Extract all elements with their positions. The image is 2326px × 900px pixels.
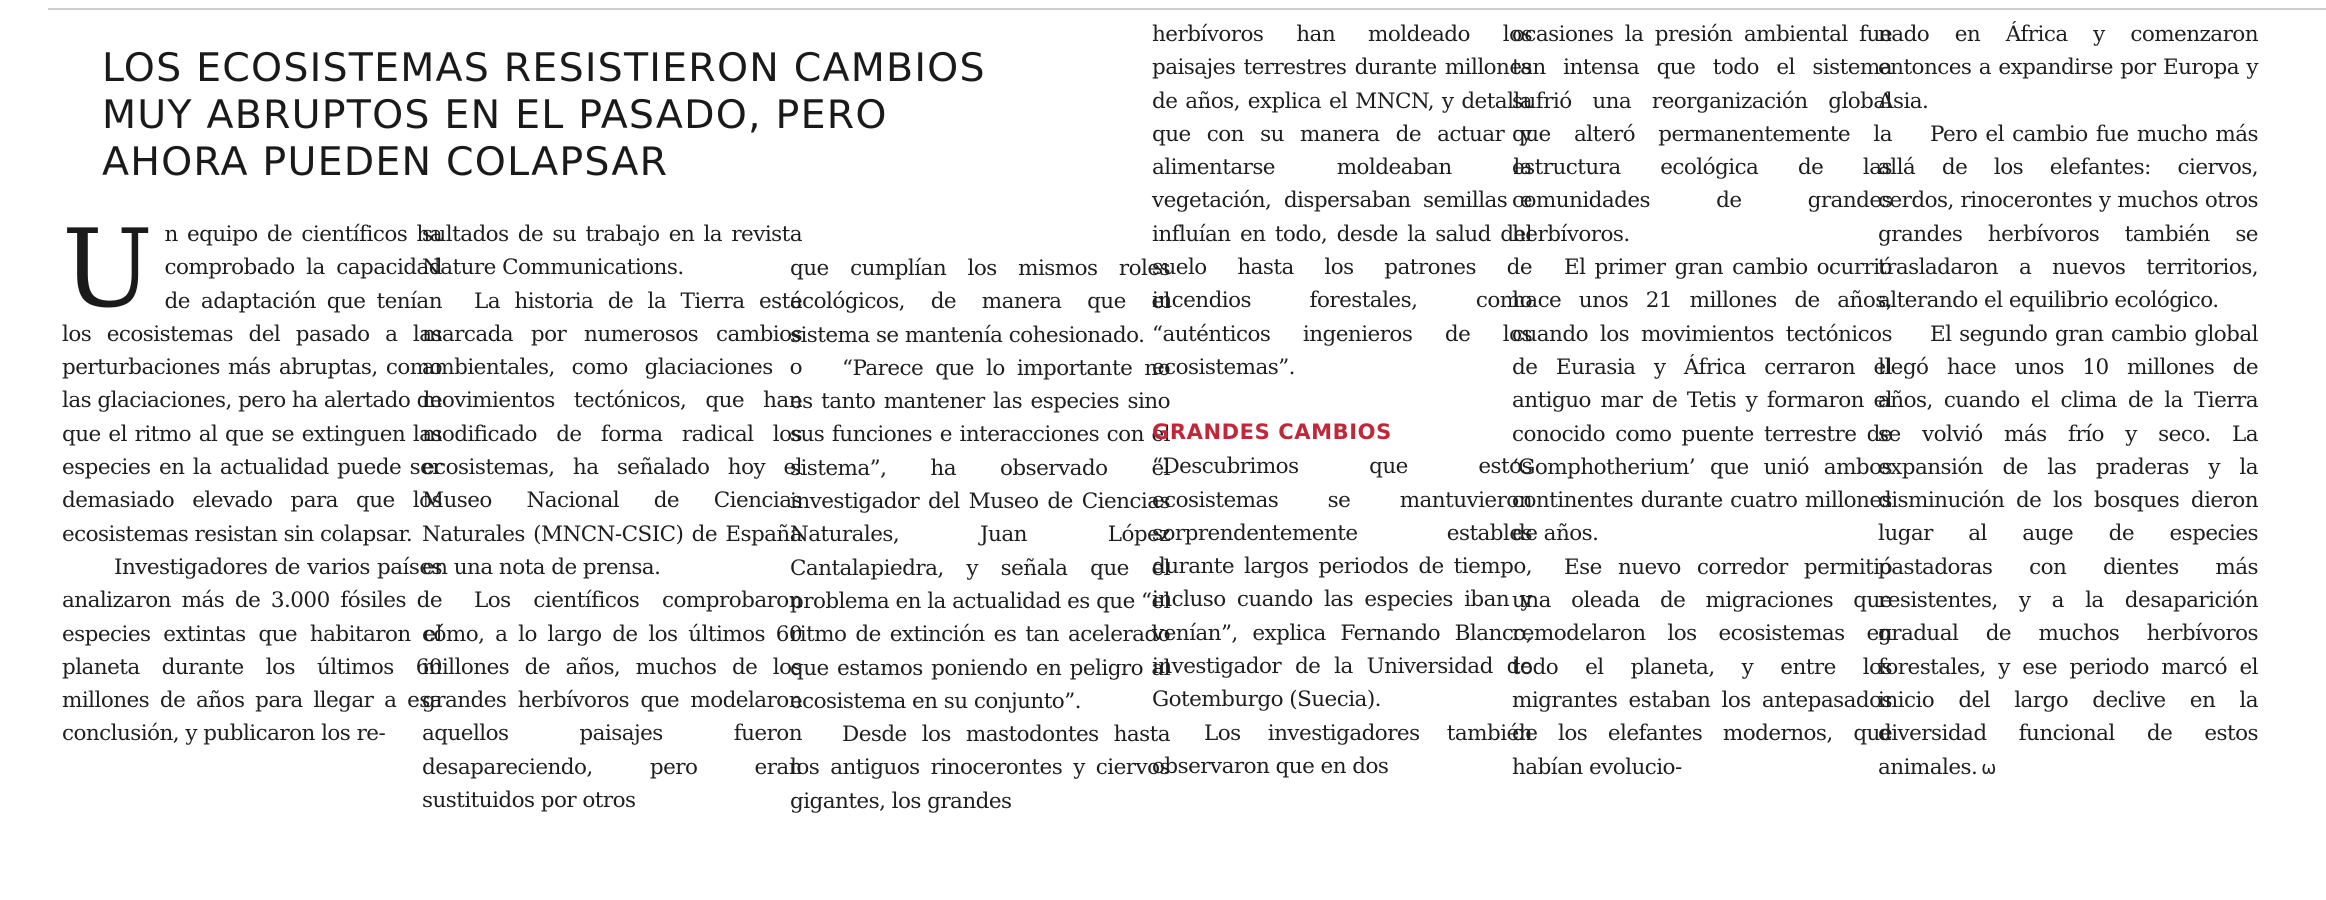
- end-of-article-mark: ω: [1981, 757, 1996, 779]
- article-paragraph: El primer gran cambio ocurrió hace unos 21 millones de años, cuando los movimientos tectónicos de Eurasia y África cerraron el antiguo mar de Tetis y formaron el conocido como puente terrestre de ‘Gomphotherium’ que unió ambos continentes durante cuatro millones de años.: [1512, 255, 1892, 547]
- paragraph-text: El segundo gran cambio global llegó hace unos 10 millones de años, cuando el clima de la Tierra se volvió más frío y seco. La expansión de las praderas y la disminución de los bosques dieron lugar al auge de especies pastadoras con dientes más resistentes, y a la desaparición gradual de muchos herbívoros forestales, y ese periodo marcó el inicio del largo declive en la diversidad funcional de estos animales.: [1878, 321, 2258, 780]
- headline-line: MUY ABRUPTOS EN EL PASADO, PERO: [102, 92, 888, 138]
- article-paragraph: [1878, 318, 2258, 785]
- article-paragraph: ocasiones la presión ambiental fue tan intensa que todo el sistema sufrió una reorganización global que alteró permanentemente la estructura ecológica de las comunidades de grandes herbívoros.: [1512, 22, 1892, 247]
- article-paragraph: La historia de la Tierra está marcada por numerosos cambios ambientales, como glaciaciones o movimientos tectónicos, que han modificado de forma radical los ecosistemas, ha señalado hoy el Museo Nacional de Ciencias Naturales (MNCN-CSIC) de España en una nota de prensa.: [422, 288, 802, 580]
- article-paragraph: nado en África y comenzaron entonces a expandirse por Europa y Asia.: [1878, 22, 2258, 114]
- article-paragraph: Desde los mastodontes hasta los antiguos rinocerontes y ciervos gigantes, los grandes: [790, 722, 1170, 814]
- article-column-6: [1878, 18, 2258, 785]
- article-column-1: [62, 207, 442, 751]
- article-paragraph: Pero el cambio fue mucho más allá de los elefantes: ciervos, cerdos, rinocerontes y muchos otros grandes herbívoros también se trasladaron a nuevos territorios, alterando el equilibrio ecológico.: [1878, 121, 2258, 314]
- article-paragraph: “Descubrimos que estos ecosistemas se mantuvieron sorprendentemente estables durante largos periodos de tiempo, incluso cuando las especies iban y venían”, explica Fernando Blanco, investigador de la Universidad de Gotemburgo (Suecia).: [1152, 454, 1532, 713]
- article-paragraph: que cumplían los mismos roles ecológicos, de manera que el sistema se mantenía cohesionado.: [790, 256, 1170, 348]
- article-paragraph: “Parece que lo importante no es tanto mantener las especies sino sus funciones e interacciones con el sistema”, ha observado el investigador del Museo de Ciencias Naturales, Juan López Cantalapiedra, y señala que el problema en la actualidad es que “el ritmo de extinción es tan acelerado que estamos poniendo en peligro al ecosistema en su conjunto”.: [790, 355, 1170, 714]
- article-column-3: [790, 252, 1170, 818]
- article-paragraph: sultados de su trabajo en la revista Nature Communications.: [422, 222, 802, 281]
- article-paragraph: Ese nuevo corredor permitió una oleada de migraciones que remodelaron los ecosistemas en todo el planeta, y entre los migrantes estaban los antepasados de los elefantes modernos, que habían evolucio-: [1512, 554, 1892, 780]
- top-rule: [48, 8, 2326, 10]
- article-column-4: [1152, 18, 1532, 783]
- article-paragraph: Los científicos comprobaron cómo, a lo largo de los últimos 60 millones de años, muchos de los grandes herbívoros que modelaron aquellos paisajes fueron desapareciendo, pero eran sustituidos por otros: [422, 588, 802, 814]
- article-paragraph: [62, 207, 442, 551]
- headline-line: AHORA PUEDEN COLAPSAR: [102, 139, 669, 185]
- article-headline: [102, 45, 1102, 186]
- article-paragraph: Investigadores de varios países analizaron más de 3.000 fósiles de especies extintas que habitaron el planeta durante los últimos 60 millones de años para llegar a esa conclusión, y publicaron los re-: [62, 554, 442, 747]
- article-column-2: [422, 218, 802, 817]
- article-paragraph: Los investigadores también observaron que en dos: [1152, 720, 1532, 779]
- drop-cap: U: [62, 207, 153, 332]
- article-column-5: [1512, 18, 1892, 784]
- article-paragraph: herbívoros han moldeado los paisajes terrestres durante millones de años, explica el MNCN, y detalla que con su manera de actuar y alimentarse moldeaban la vegetación, dispersaban semillas e influían en todo, desde la salud del suelo hasta los patrones de incendios forestales, como “auténticos ingenieros de los ecosistemas”.: [1152, 22, 1532, 380]
- paragraph-text: n equipo de científicos ha comprobado la capacidad de adaptación que tenían los ecosistemas del pasado a las perturbaciones más abruptas, como las glaciaciones, pero ha alertado de que el ritmo al que se extinguen las especies en la actualidad puede ser demasiado elevado para que los ecosistemas resistan sin colapsar.: [62, 222, 442, 547]
- headline-line: LOS ECOSISTEMAS RESISTIERON CAMBIOS: [102, 45, 986, 91]
- section-heading: GRANDES CAMBIOS: [1152, 420, 1392, 445]
